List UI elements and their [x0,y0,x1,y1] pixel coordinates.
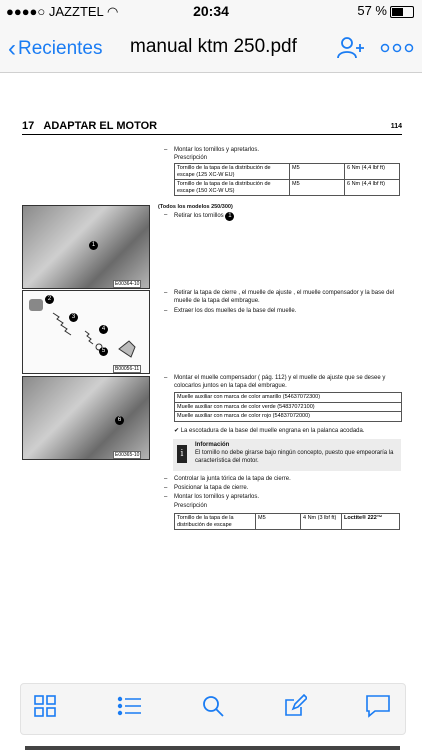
page-number: 114 [390,123,402,130]
section-number: 17 [22,120,35,132]
page-scroll-edge [25,746,400,750]
grid-icon[interactable] [33,694,57,718]
spec-table [174,163,400,196]
bottom-toolbar [20,683,406,735]
info-text: El tornillo no debe girarse bajo ningún concepto, puesto que empeoraría la característica del motor. [195,450,394,464]
search-icon[interactable] [201,694,225,718]
step-label: Retirar los tornillos [174,213,224,219]
spec-table-2 [174,513,400,530]
callout-6: 6 [115,416,124,425]
prescription-label: Prescripción [174,155,208,161]
check-note [174,428,402,436]
bullet-dash: – [164,476,168,482]
document-title: manual ktm 250.pdf [130,36,297,57]
callout-1: 1 [225,212,234,221]
step-text: Retirar la tapa de cierre , el muelle de ajuste , el muelle compensador y la base del muelle de la tapa del embrague. [174,290,395,304]
battery-percent: 57 % [357,3,387,18]
engine-photo-2 [22,376,150,460]
section-header [22,120,157,132]
clock: 20:34 [193,3,229,19]
header-divider [22,134,402,135]
battery-fill [392,8,403,16]
step-text: Extraer los dos muelles de la base del muelle. [174,308,297,314]
add-user-icon[interactable] [337,36,367,60]
bullet-dash: – [164,147,168,153]
comment-icon[interactable] [365,694,391,718]
table-row [175,393,402,403]
callout-2: 2 [45,295,54,304]
step-text: Controlar la junta tórica de la tapa de cierre. [174,476,291,482]
wifi-icon: ◠ [106,4,119,19]
table-cell: M5 [290,164,345,180]
bullet-dash: – [164,290,168,296]
navigation-bar [0,24,422,73]
step-text: Montar los tornillos y apretarlos. [174,494,260,500]
table-cell: Tornillo de la tapa de la distribución de escape (125 XC-W EU) [175,164,290,180]
callout-5: 5 [99,347,108,356]
table-row [175,164,400,180]
figure-code: B00056-11 [115,366,140,372]
callout-4: 4 [99,325,108,334]
annotate-icon[interactable] [283,694,307,718]
table-row [175,402,402,412]
parts-diagram [22,290,150,374]
springs-drawing [23,291,149,373]
step-text [174,212,234,221]
table-cell: Muelle auxiliar con marca de color verde (54837072100) [175,402,402,412]
list-icon[interactable] [117,694,143,718]
status-bar [0,0,422,24]
table-row [175,180,400,196]
signal-strength: ●●●●○ [6,4,46,19]
models-label: (Todos los modelos 250/300) [158,204,233,210]
battery-icon [390,6,414,18]
info-box [173,439,401,471]
callout-1: 1 [89,241,98,250]
table-cell: 6 Nm (4,4 lbf ft) [345,164,400,180]
table-cell: Tornillo de la tapa de la distribución de escape (150 XC-W US) [175,180,290,196]
step-text: Montar el muelle compensador ( pág. 112) y el muelle de ajuste que se desee y colocarlos juntos en la tapa del embrague. [174,375,386,389]
battery-status [357,3,414,18]
check-text: La escotadura de la base del muelle engrana en la palanca acodada. [180,428,365,434]
table-cell: 4 Nm (3 lbf ft) [301,514,342,530]
nav-actions [337,36,414,60]
back-button[interactable] [8,35,103,63]
bullet-dash: – [164,494,168,500]
bullet-dash: – [164,375,168,381]
figure-code: E00364-10 [115,281,140,287]
table-row [175,514,400,530]
engine-photo-1 [22,205,150,289]
table-cell: M5 [290,180,345,196]
checkmark-icon: ✔ [174,428,180,434]
table-cell: Loctite® 222™ [342,514,400,530]
bullet-dash: – [164,485,168,491]
pdf-page[interactable] [0,73,422,683]
more-icon[interactable] [380,43,414,53]
back-label: Recientes [18,38,103,59]
table-cell: Muelle auxiliar con marca de color rojo (54837072000) [175,412,402,422]
table-cell: Muelle auxiliar con marca de color amarillo (54637072300) [175,393,402,403]
callout-3: 3 [69,313,78,322]
info-icon: i [177,445,187,463]
carrier-name: JAZZTEL [48,4,104,19]
table-cell: M5 [256,514,301,530]
section-title: ADAPTAR EL MOTOR [43,120,158,132]
prescription-label: Prescripción [174,503,208,509]
figure-code: E00365-10 [115,452,140,458]
step-text: Posicionar la tapa de cierre. [174,485,249,491]
table-row [175,412,402,422]
table-cell: Tornillo de la tapa de la distribución de escape [175,514,256,530]
step-text: Montar los tornillos y apretarlos. [174,147,260,153]
springs-table [174,392,402,422]
bullet-dash: – [164,308,168,314]
info-title: Información [195,442,230,448]
bullet-dash: – [164,212,168,218]
table-cell: 6 Nm (4,4 lbf ft) [345,180,400,196]
chevron-left-icon: ‹ [8,35,16,62]
